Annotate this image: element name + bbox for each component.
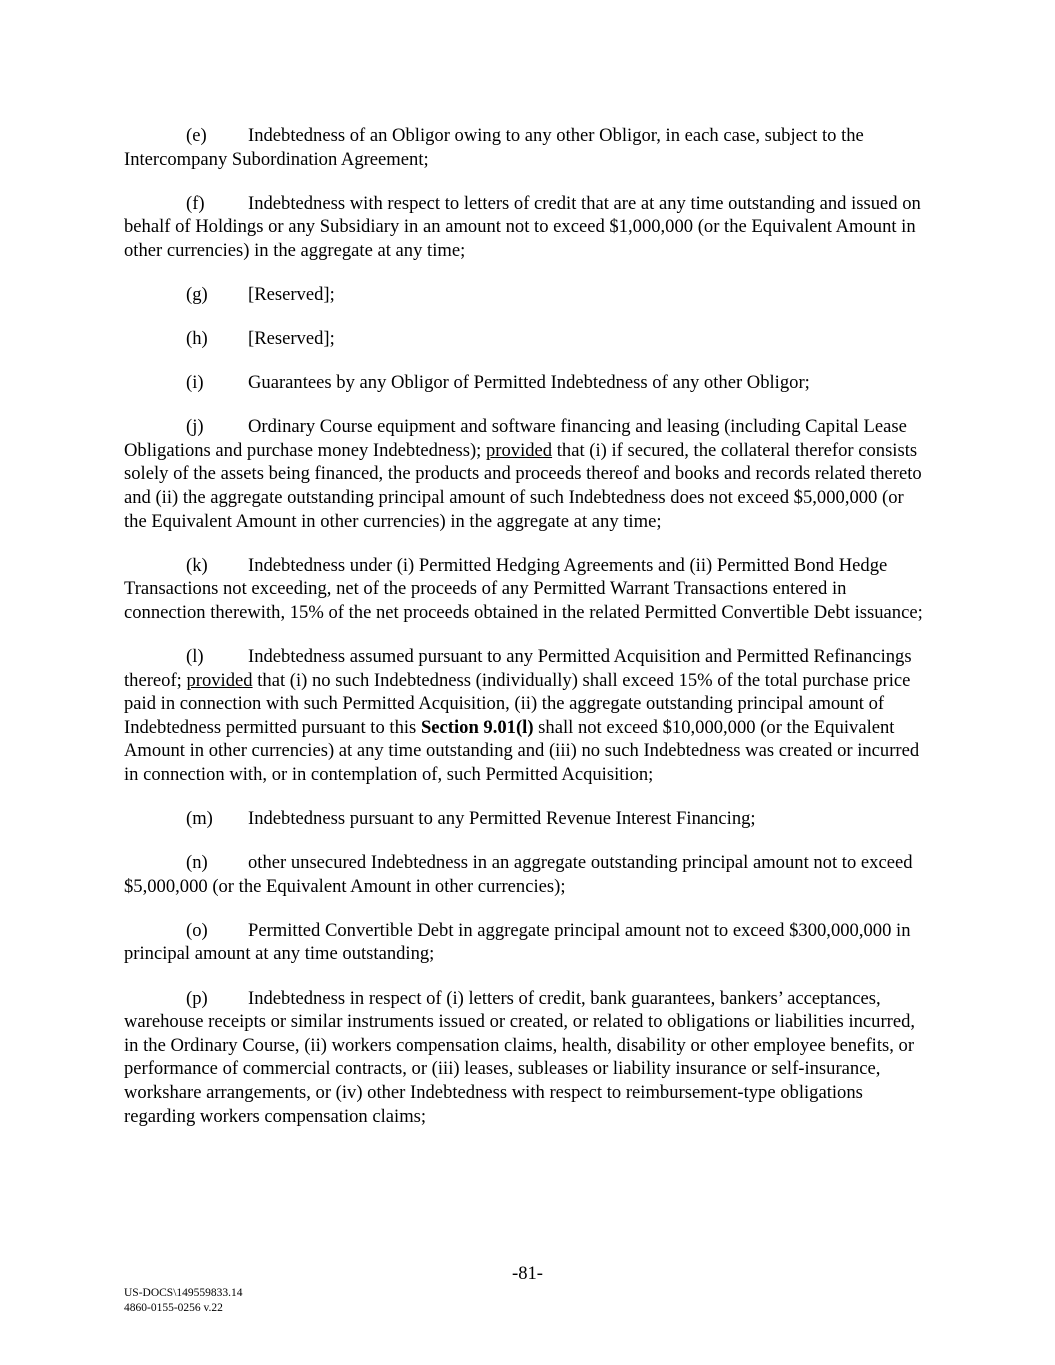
clause-label: (p)	[186, 987, 208, 1009]
clause-label: (k)	[186, 554, 208, 576]
clause-l	[124, 645, 931, 787]
clause-text: Guarantees by any Obligor of Permitted Indebtedness of any other Obligor;	[248, 372, 810, 394]
clause-h	[124, 327, 931, 351]
document-footer	[124, 1286, 243, 1315]
clause-text: Permitted Convertible Debt in aggregate principal amount not to exceed $300,000,000 in principal amount at any time outstanding;	[124, 919, 911, 965]
document-body	[124, 124, 931, 1149]
clause-text: other unsecured Indebtedness in an aggregate outstanding principal amount not to exceed $5,000,000 (or the Equivalent Amount in other currencies);	[124, 852, 913, 897]
clause-label: (j)	[186, 416, 204, 438]
clause-m	[124, 807, 931, 831]
clause-text-end: shall not exceed $10,000,000 (or the Equivalent Amount in other currencies) at any time outstanding and (iii) no such Indebtedness was created or incurred in connection with, or in contemplation of, such Permitted Acquisition;	[124, 716, 920, 785]
clause-label: (h)	[186, 328, 208, 350]
clause-k	[124, 554, 931, 625]
clause-o	[124, 919, 931, 966]
clause-text: Indebtedness in respect of (i) letters of credit, bank guarantees, bankers’ acceptances, warehouse receipts or similar instruments issued or created, or related to obligations or liabilities incurred, in the Ordinary Course, (ii) workers compensation claims, health, disability or other employee benefits, or performance of commercial contracts, or (iii) leases, subleases or liability insurance or self-insurance, workshare arrangements, or (iv) other Indebtedness with respect to reimbursement-type obligations regarding workers compensation claims;	[124, 987, 916, 1127]
section-reference: Section 9.01(l)	[420, 716, 534, 738]
clause-label: (e)	[186, 125, 207, 146]
clause-text: [Reserved];	[248, 328, 335, 350]
clause-label: (f)	[186, 192, 205, 214]
clause-label: (i)	[186, 372, 204, 394]
provided-term: provided	[186, 669, 253, 691]
clause-text-continued: that (i) if secured, the collateral therefor consists solely of the assets being financed, the products and proceeds thereof and books and records related thereto and (ii) the aggregate outstanding principal amount of such Indebtedness does not exceed $5,000,000 (or the Equivalent Amount in other currencies) in the aggregate at any time;	[124, 439, 922, 532]
clause-text: Indebtedness assumed pursuant to any Permitted Acquisition and Permitted Refinancings thereof;	[124, 646, 912, 691]
clause-label: (n)	[186, 852, 208, 874]
clause-label: (m)	[186, 808, 213, 830]
clause-text: Indebtedness under (i) Permitted Hedging Agreements and (ii) Permitted Bond Hedge Transactions not exceeding, net of the proceeds of any Permitted Warrant Transactions entered in connection therewith, 15% of the net proceeds obtained in the related Permitted Convertible Debt issuance;	[124, 554, 923, 623]
clause-n	[124, 851, 931, 898]
clause-label: (o)	[186, 919, 208, 941]
clause-f	[124, 192, 931, 263]
clause-j	[124, 415, 931, 533]
provided-term: provided	[485, 439, 553, 461]
clause-e	[124, 124, 931, 171]
clause-text: Indebtedness of an Obligor owing to any other Obligor, in each case, subject to the Intercompany Subordination Agreement;	[124, 125, 864, 170]
clause-text: [Reserved];	[248, 283, 335, 305]
footer-doc-id: US-DOCS\149559833.14	[124, 1287, 243, 1299]
clause-i	[124, 371, 931, 395]
clause-text: Indebtedness with respect to letters of credit that are at any time outstanding and issued on behalf of Holdings or any Subsidiary in an amount not to exceed $1,000,000 (or the Equivalent Amount in other currencies) in the aggregate at any time;	[124, 192, 921, 261]
page-number: -81-	[512, 1263, 543, 1284]
clause-p	[124, 987, 931, 1129]
clause-text: Ordinary Course equipment and software financing and leasing (including Capital Lease Obligations and purchase money Indebtedness);	[124, 416, 907, 461]
clause-text-continued: that (i) no such Indebtedness (individually) shall exceed 15% of the total purchase price paid in connection with such Permitted Acquisition, (ii) the aggregate outstanding principal amount of Indebtedness permitted pursuant to this	[124, 669, 911, 738]
footer-version: 4860-0155-0256 v.22	[124, 1301, 223, 1314]
clause-text: Indebtedness pursuant to any Permitted Revenue Interest Financing;	[248, 808, 756, 830]
clause-label: (g)	[186, 283, 208, 305]
clause-label: (l)	[186, 646, 204, 667]
clause-g	[124, 283, 931, 307]
